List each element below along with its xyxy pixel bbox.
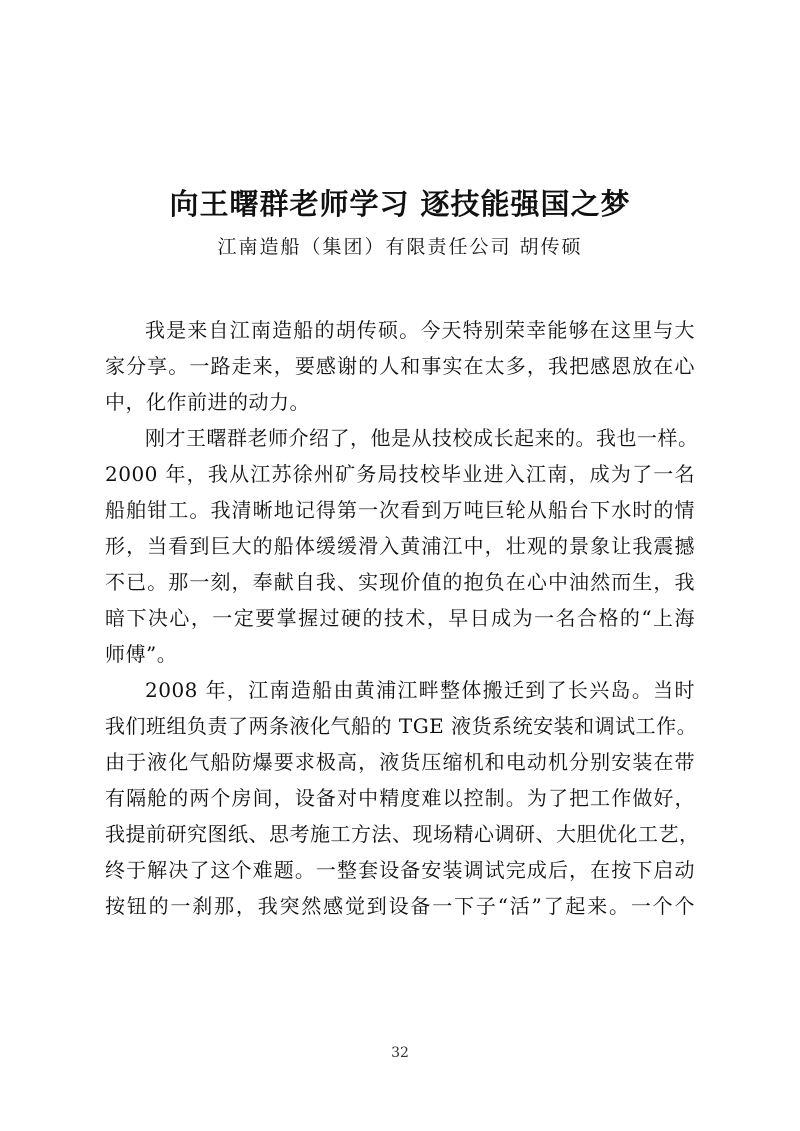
paragraph [105, 672, 700, 924]
text-line: 2000 年，我从江苏徐州矿务局技校毕业进入江南，成为了一名 [105, 462, 695, 486]
text-line: 师傅”。 [105, 642, 178, 666]
text-line: 我是来自江南造船的胡传硕。今天特别荣幸能够在这里与大 [145, 318, 695, 342]
text-line: 有隔舱的两个房间，设备对中精度难以控制。为了把工作做好， [105, 786, 695, 810]
text-line: 船舶钳工。我清晰地记得第一次看到万吨巨轮从船台下水时的情 [105, 498, 695, 522]
text-line: 由于液化气船防爆要求极高，液货压缩机和电动机分别安装在带 [105, 750, 695, 774]
text-line: 我提前研究图纸、思考施工方法、现场精心调研、大胆优化工艺， [105, 822, 700, 846]
text-line: 按钮的一刹那，我突然感觉到设备一下子“活”了起来。一个个 [105, 894, 695, 918]
text-line: 暗下决心，一定要掌握过硬的技术，早日成为一名合格的“上海 [105, 606, 695, 630]
text-line: 我们班组负责了两条液化气船的 TGE 液货系统安装和调试工作。 [105, 714, 698, 738]
page-number: 32 [391, 1045, 409, 1061]
text-line: 终于解决了这个难题。一整套设备安装调试完成后，在按下启动 [105, 858, 695, 882]
document-title: 向王曙群老师学习 逐技能强国之梦 [169, 187, 631, 221]
document-body [105, 312, 700, 924]
author-byline: 江南造船（集团）有限责任公司 胡传硕 [217, 236, 583, 258]
paragraph [105, 420, 699, 672]
text-line: 中，化作前进的动力。 [105, 390, 310, 414]
text-line: 刚才王曙群老师介绍了，他是从技校成长起来的。我也一样。 [145, 426, 699, 450]
paragraph [105, 312, 695, 420]
text-line: 2008 年，江南造船由黄浦江畔整体搬迁到了长兴岛。当时 [145, 678, 695, 702]
text-line: 不已。那一刻，奉献自我、实现价值的抱负在心中油然而生，我 [105, 570, 695, 594]
text-line: 形，当看到巨大的船体缓缓滑入黄浦江中，壮观的景象让我震撼 [105, 534, 695, 558]
text-line: 家分享。一路走来，要感谢的人和事实在太多，我把感恩放在心 [105, 354, 695, 378]
